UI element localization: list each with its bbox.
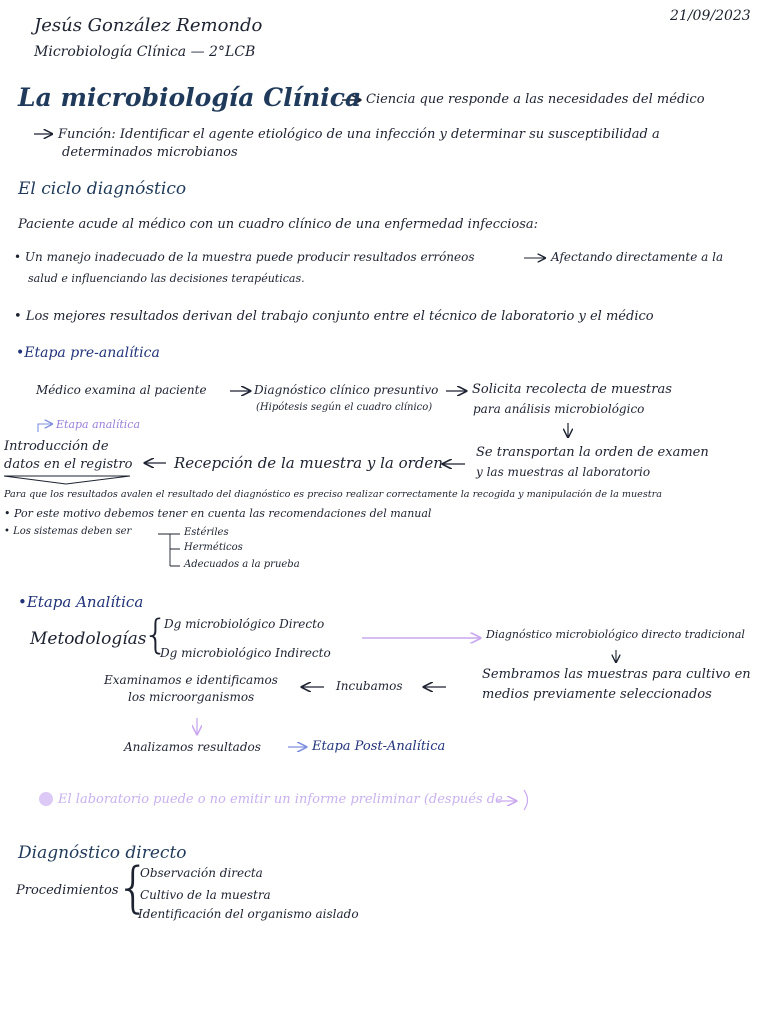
- examinamos-line-2: los microorganismos: [128, 690, 255, 704]
- step-hipotesis-note: (Hipótesis según el cuadro clínico): [256, 402, 433, 413]
- patient-line: Paciente acude al médico con un cuadro clínico de una enfermedad infecciosa:: [18, 217, 539, 232]
- metodologias-label: Metodologías: [30, 629, 147, 649]
- procedimiento-item: Observación directa: [140, 866, 263, 880]
- callout-registro: [4, 476, 130, 484]
- sembramos-line-2: medios previamente seleccionados: [482, 687, 712, 702]
- examinamos-line-1: Examinamos e identificamos: [104, 673, 278, 687]
- procedimiento-item: Cultivo de la muestra: [140, 888, 271, 902]
- bullet-1-arrow-text: Afectando directamente a la: [551, 250, 724, 264]
- bullet-1-line-1: • Un manejo inadecuado de la muestra puede producir resultados erróneos: [14, 250, 475, 264]
- bracket-systems: [158, 534, 180, 566]
- incubamos: Incubamos: [336, 679, 403, 693]
- date: 21/09/2023: [670, 8, 751, 24]
- bullet-2-text: Los mejores resultados derivan del trabajo conjunto entre el técnico de laboratorio y el médico: [25, 309, 654, 324]
- note-resultados: Para que los resultados avalen el resultado del diagnóstico es preciso realizar correctamente la recogida y manipulación de la muestra: [4, 489, 662, 500]
- step-introduccion-line-2: datos en el registro: [4, 457, 133, 472]
- ciclo-heading: El ciclo diagnóstico: [18, 179, 187, 199]
- etapa-post-analitica: Etapa Post-Analítica: [312, 739, 446, 754]
- function-line-2: determinados microbianos: [62, 145, 238, 160]
- informe-preliminar: El laboratorio puede o no emitir un informe preliminar (después de: [58, 792, 503, 807]
- analizamos: Analizamos resultados: [124, 740, 261, 754]
- bullet-2: • Los mejores resultados derivan del trabajo conjunto entre el técnico de laboratorio y el médico: [14, 309, 654, 324]
- step-diagnostico-presuntivo: Diagnóstico clínico presuntivo: [254, 383, 439, 397]
- step-solicita-line-2: para análisis microbiológico: [473, 402, 645, 416]
- note-sistemas: • Los sistemas deben ser: [4, 526, 132, 537]
- step-introduccion-line-1: Introducción de: [4, 439, 109, 454]
- step-transportan-line-2: y las muestras al laboratorio: [476, 465, 651, 479]
- procedimientos-brace: {: [116, 856, 151, 919]
- system-item: Adecuados a la prueba: [184, 559, 300, 570]
- step-transportan-line-1: Se transportan la orden de examen: [476, 445, 709, 460]
- sembramos-line-1: Sembramos las muestras para cultivo en: [482, 667, 751, 682]
- system-item: Herméticos: [184, 542, 243, 553]
- arrow-analitica-hook: [38, 424, 52, 432]
- metodologias-brace: {: [143, 612, 169, 658]
- analitica-heading: •Etapa Analítica: [18, 593, 144, 611]
- bullet-1-line-2: salud e influenciando las decisiones terapéuticas.: [28, 272, 305, 285]
- note-motivo: • Por este motivo debemos tener en cuenta las recomendaciones del manual: [4, 507, 432, 520]
- step-recepcion: Recepción de la muestra y la orden: [174, 454, 443, 472]
- author-name: Jesús González Remondo: [34, 15, 263, 36]
- etapa-analitica-link: Etapa analítica: [56, 418, 140, 431]
- informe-dot: [39, 792, 53, 806]
- procedimiento-item: Identificación del organismo aislado: [138, 907, 359, 921]
- dg-tradicional: Diagnóstico microbiológico directo tradicional: [486, 628, 745, 641]
- page-title: La microbiología Clínica: [18, 83, 362, 112]
- informe-close-paren: [524, 790, 528, 810]
- course-name: Microbiología Clínica — 2°LCB: [34, 44, 256, 60]
- diagnostico-directo-heading: Diagnóstico directo: [18, 843, 187, 863]
- procedimientos-label: Procedimientos: [16, 883, 119, 898]
- step-solicita-line-1: Solicita recolecta de muestras: [472, 382, 672, 397]
- system-item: Estériles: [184, 527, 229, 538]
- bullet-1-text: Un manejo inadecuado de la muestra puede producir resultados erróneos: [24, 250, 475, 264]
- definition: Ciencia que responde a las necesidades del médico: [366, 92, 705, 107]
- dg-indirecto: Dg microbiológico Indirecto: [160, 646, 331, 660]
- dg-directo: Dg microbiológico Directo: [164, 617, 325, 631]
- step-medico-examina: Médico examina al paciente: [36, 383, 207, 397]
- preanalitica-heading: •Etapa pre-analítica: [16, 345, 160, 361]
- function-line-1: Función: Identificar el agente etiológico de una infección y determinar su susceptibilidad a: [58, 127, 660, 142]
